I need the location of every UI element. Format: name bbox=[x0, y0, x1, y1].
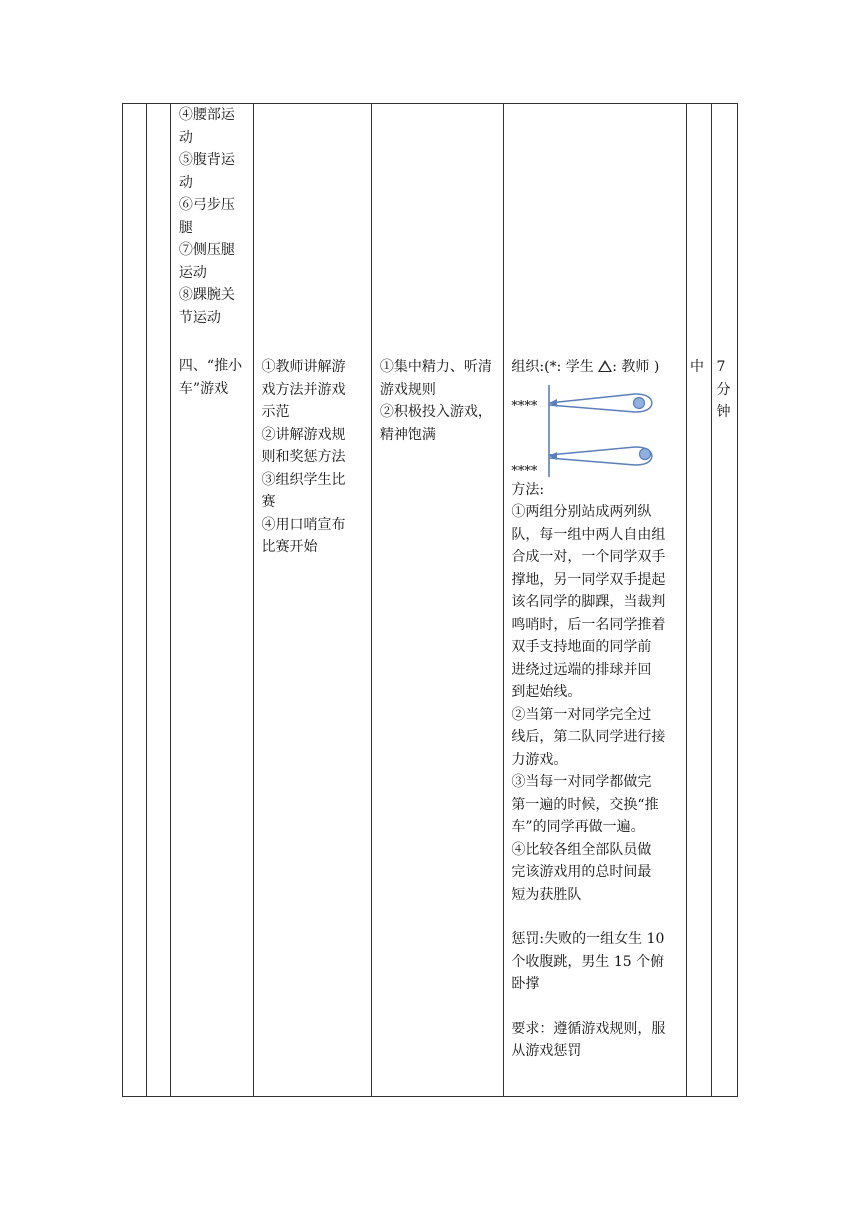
student-activity-cell bbox=[371, 104, 504, 1097]
time-line: 分 bbox=[716, 381, 731, 398]
method-line: ③当每一对同学都做完 bbox=[511, 774, 652, 790]
penalty-line: 卧撑 bbox=[511, 976, 540, 992]
method-line: ④比较各组全部队员做 bbox=[511, 841, 652, 858]
org-label: 组织:( bbox=[511, 359, 550, 375]
method-line: 完该游戏用的总时间最 bbox=[511, 864, 652, 880]
teacher-line: 则和奖惩方法 bbox=[261, 449, 346, 465]
student-row-bottom: **** bbox=[511, 463, 538, 479]
student-row-top: **** bbox=[511, 398, 538, 414]
exercise-line: ⑦侧压腿 bbox=[178, 242, 235, 258]
requirement-line: 要求：遵循游戏规则，服 bbox=[511, 1020, 666, 1037]
organization-cell bbox=[504, 104, 687, 1097]
exercise-line: 动 bbox=[178, 174, 193, 191]
intensity-cell bbox=[686, 104, 711, 1097]
penalty-line: 个收腹跳，男生 15 个俯 bbox=[511, 953, 665, 970]
teacher-line: ④用口哨宣布 bbox=[261, 516, 346, 533]
time-line: 7 bbox=[716, 359, 726, 375]
blank-cell-1 bbox=[123, 104, 147, 1097]
teacher-line: 戏方法并游戏 bbox=[261, 381, 346, 398]
teacher-line: 赛 bbox=[261, 494, 276, 510]
requirement-section bbox=[511, 1018, 681, 1063]
method-line: 队，每一组中两人自由组 bbox=[511, 526, 666, 543]
method-line: 力游戏。 bbox=[511, 751, 568, 768]
time-line: 钟 bbox=[716, 404, 731, 420]
teacher-line: ②讲解游戏规 bbox=[261, 426, 346, 443]
exercise-line: 节运动 bbox=[178, 309, 221, 326]
blank-cell-2 bbox=[147, 104, 170, 1097]
table-row bbox=[123, 104, 738, 1097]
teacher-activity bbox=[262, 356, 366, 559]
penalty-line: 惩罚:失败的一组女生 10 bbox=[511, 931, 665, 947]
exercise-line: 动 bbox=[178, 129, 193, 146]
teacher-line: ③组织学生比 bbox=[261, 471, 346, 488]
method-line: 该名同学的脚踝，当裁判 bbox=[511, 594, 666, 610]
student-line: ②积极投入游戏， bbox=[379, 404, 492, 420]
exercise-line: 腿 bbox=[178, 219, 193, 236]
teacher-activity-cell bbox=[253, 104, 371, 1097]
exercise-line: 运动 bbox=[178, 264, 207, 281]
exercise-list bbox=[179, 104, 248, 329]
student-line: 游戏规则 bbox=[379, 381, 436, 398]
teacher-line: 示范 bbox=[261, 404, 290, 420]
student-activity bbox=[380, 356, 499, 446]
formation-diagram bbox=[511, 381, 679, 479]
game-title-line: 四、“推小 bbox=[178, 358, 243, 374]
intensity-value: 中 bbox=[689, 359, 704, 375]
teacher-line: ①教师讲解游 bbox=[261, 359, 346, 375]
exercise-line: ⑤腹背运 bbox=[178, 152, 235, 168]
game-title-line: 车”游戏 bbox=[178, 380, 229, 397]
method-line: 双手支持地面的同学前 bbox=[511, 639, 652, 655]
exercise-line: ⑧踝腕关 bbox=[178, 287, 235, 303]
method-line: 到起始线。 bbox=[511, 684, 582, 700]
method-line: 进绕过远端的排球并回 bbox=[511, 661, 652, 678]
time-cell bbox=[712, 104, 738, 1097]
method-section bbox=[511, 479, 681, 907]
student-line: 精神饱满 bbox=[379, 426, 436, 443]
method-line: 撑地，另一同学双手提起 bbox=[511, 571, 666, 588]
method-line: 合成一对，一个同学双手 bbox=[511, 549, 666, 565]
volleyball-icon bbox=[634, 397, 645, 408]
lesson-table bbox=[122, 103, 738, 1097]
route-loop-bottom bbox=[549, 447, 652, 465]
volleyball-icon bbox=[640, 448, 651, 459]
teacher-line: 比赛开始 bbox=[261, 539, 318, 555]
org-student-legend: *: 学生 bbox=[549, 359, 594, 375]
method-line: 鸣哨时，后一名同学推着 bbox=[511, 616, 666, 633]
exercise-line: ⑥弓步压 bbox=[178, 197, 235, 213]
method-line: ②当第一对同学完全过 bbox=[511, 706, 652, 723]
penalty-section bbox=[511, 928, 681, 996]
method-line: ①两组分别站成两列纵 bbox=[511, 504, 652, 520]
organization-legend bbox=[511, 356, 681, 379]
content-cell bbox=[170, 104, 253, 1097]
method-line: 线后，第二队同学进行接 bbox=[511, 729, 666, 745]
requirement-line: 从游戏惩罚 bbox=[511, 1043, 582, 1059]
method-line: 车”的同学再做一遍。 bbox=[511, 819, 645, 835]
method-line: 短为获胜队 bbox=[511, 886, 582, 903]
method-label: 方法: bbox=[511, 481, 545, 498]
org-teacher-legend: : 教师 ) bbox=[612, 359, 660, 375]
exercise-line: ④腰部运 bbox=[178, 107, 235, 123]
game-title bbox=[179, 355, 248, 400]
student-line: ①集中精力、听清 bbox=[379, 359, 492, 375]
method-line: 第一遍的时候，交换“推 bbox=[511, 796, 659, 813]
teacher-triangle-icon bbox=[598, 360, 612, 372]
